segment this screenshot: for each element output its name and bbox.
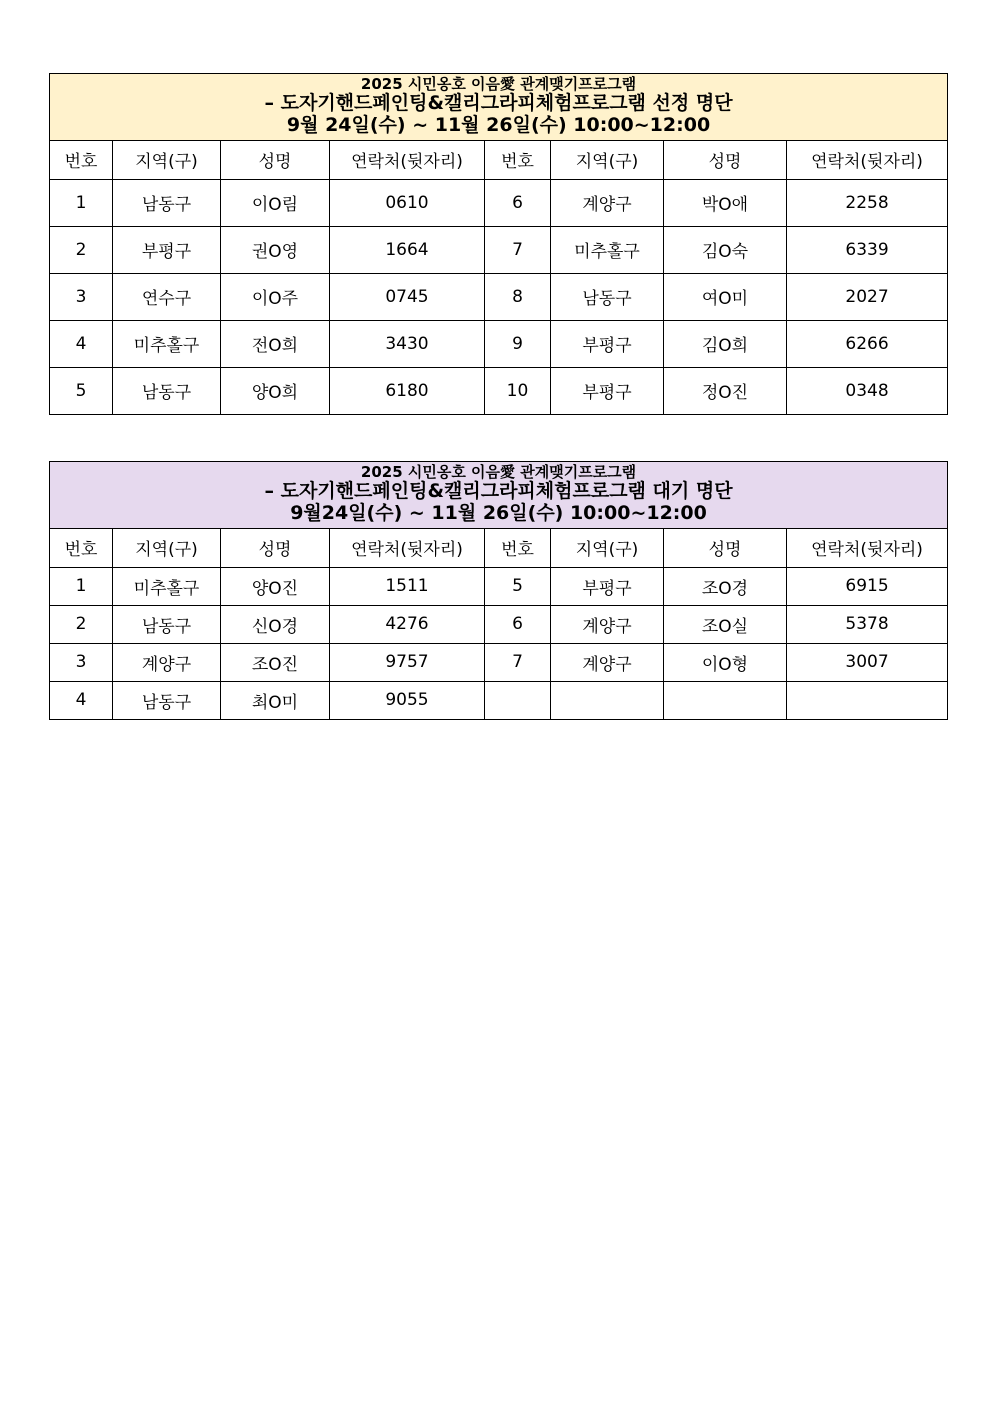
selected-title-program: 2025 시민옹호 이음愛 관계맺기프로그램 bbox=[360, 75, 637, 93]
col-header-district: 지역(구) bbox=[551, 140, 664, 179]
cell-name: 이O림 bbox=[221, 179, 330, 226]
col-header-name: 성명 bbox=[221, 140, 330, 179]
cell-district bbox=[551, 681, 664, 719]
cell-number: 9 bbox=[485, 320, 551, 367]
cell-district: 부평구 bbox=[551, 567, 664, 605]
waiting-roster-table bbox=[49, 461, 948, 720]
table-row bbox=[50, 643, 948, 681]
cell-district: 부평구 bbox=[113, 226, 221, 273]
cell-contact: 6180 bbox=[330, 367, 485, 414]
cell-district: 미추홀구 bbox=[113, 320, 221, 367]
column-header-row bbox=[50, 528, 948, 567]
table-row bbox=[50, 567, 948, 605]
cell-number bbox=[485, 681, 551, 719]
table-row bbox=[50, 273, 948, 320]
column-header-row bbox=[50, 140, 948, 179]
cell-number: 7 bbox=[485, 226, 551, 273]
cell-number: 7 bbox=[485, 643, 551, 681]
col-header-contact: 연락처(뒷자리) bbox=[787, 528, 948, 567]
cell-district: 부평구 bbox=[551, 320, 664, 367]
col-header-name: 성명 bbox=[664, 528, 787, 567]
cell-district: 부평구 bbox=[551, 367, 664, 414]
cell-district: 남동구 bbox=[113, 681, 221, 719]
cell-name: 전O희 bbox=[221, 320, 330, 367]
cell-district: 남동구 bbox=[551, 273, 664, 320]
cell-contact: 9055 bbox=[330, 681, 485, 719]
cell-name: 조O진 bbox=[221, 643, 330, 681]
waiting-title-program: 2025 시민옹호 이음愛 관계맺기프로그램 bbox=[360, 463, 637, 481]
cell-district: 미추홀구 bbox=[551, 226, 664, 273]
cell-name: 박O애 bbox=[664, 179, 787, 226]
title-row bbox=[50, 74, 948, 141]
col-header-district: 지역(구) bbox=[113, 140, 221, 179]
cell-contact: 1664 bbox=[330, 226, 485, 273]
cell-name: 권O영 bbox=[221, 226, 330, 273]
cell-district: 계양구 bbox=[551, 605, 664, 643]
cell-number: 5 bbox=[485, 567, 551, 605]
col-header-district: 지역(구) bbox=[551, 528, 664, 567]
cell-district: 연수구 bbox=[113, 273, 221, 320]
cell-number: 1 bbox=[50, 567, 113, 605]
cell-number: 4 bbox=[50, 320, 113, 367]
cell-number: 6 bbox=[485, 605, 551, 643]
cell-contact: 6266 bbox=[787, 320, 948, 367]
cell-district: 남동구 bbox=[113, 179, 221, 226]
cell-contact: 1511 bbox=[330, 567, 485, 605]
cell-contact bbox=[787, 681, 948, 719]
cell-contact: 4276 bbox=[330, 605, 485, 643]
cell-name: 이O형 bbox=[664, 643, 787, 681]
table-row bbox=[50, 179, 948, 226]
cell-number: 3 bbox=[50, 643, 113, 681]
waiting-title-heading: – 도자기핸드페인팅&캘리그라피체험프로그램 대기 명단 bbox=[264, 480, 733, 503]
col-header-name: 성명 bbox=[664, 140, 787, 179]
cell-name: 여O미 bbox=[664, 273, 787, 320]
cell-name: 양O희 bbox=[221, 367, 330, 414]
cell-district: 계양구 bbox=[551, 179, 664, 226]
col-header-district: 지역(구) bbox=[113, 528, 221, 567]
cell-name: 조O경 bbox=[664, 567, 787, 605]
cell-name: 김O숙 bbox=[664, 226, 787, 273]
selected-title-schedule: 9월 24일(수) ~ 11월 26일(수) 10:00~12:00 bbox=[286, 114, 711, 137]
cell-district: 미추홀구 bbox=[113, 567, 221, 605]
selected-title bbox=[50, 74, 948, 141]
cell-number: 5 bbox=[50, 367, 113, 414]
cell-district: 남동구 bbox=[113, 367, 221, 414]
cell-contact: 0348 bbox=[787, 367, 948, 414]
cell-number: 3 bbox=[50, 273, 113, 320]
waiting-title-schedule: 9월24일(수) ~ 11월 26일(수) 10:00~12:00 bbox=[290, 502, 707, 525]
cell-name: 신O경 bbox=[221, 605, 330, 643]
cell-contact: 3007 bbox=[787, 643, 948, 681]
cell-name: 양O진 bbox=[221, 567, 330, 605]
table-row bbox=[50, 605, 948, 643]
col-header-name: 성명 bbox=[221, 528, 330, 567]
cell-name: 조O실 bbox=[664, 605, 787, 643]
cell-number: 10 bbox=[485, 367, 551, 414]
cell-contact: 6339 bbox=[787, 226, 948, 273]
cell-district: 계양구 bbox=[113, 643, 221, 681]
cell-contact: 6915 bbox=[787, 567, 948, 605]
col-header-number: 번호 bbox=[485, 140, 551, 179]
table-row bbox=[50, 367, 948, 414]
cell-contact: 2027 bbox=[787, 273, 948, 320]
cell-contact: 3430 bbox=[330, 320, 485, 367]
cell-name: 정O진 bbox=[664, 367, 787, 414]
waiting-roster-body bbox=[50, 462, 948, 720]
cell-number: 8 bbox=[485, 273, 551, 320]
col-header-number: 번호 bbox=[485, 528, 551, 567]
cell-contact: 9757 bbox=[330, 643, 485, 681]
cell-name: 최O미 bbox=[221, 681, 330, 719]
waiting-title bbox=[50, 462, 948, 529]
col-header-number: 번호 bbox=[50, 528, 113, 567]
cell-name: 김O희 bbox=[664, 320, 787, 367]
cell-contact: 5378 bbox=[787, 605, 948, 643]
cell-contact: 0745 bbox=[330, 273, 485, 320]
table-row bbox=[50, 320, 948, 367]
table-row bbox=[50, 681, 948, 719]
cell-contact: 0610 bbox=[330, 179, 485, 226]
cell-contact: 2258 bbox=[787, 179, 948, 226]
cell-number: 4 bbox=[50, 681, 113, 719]
cell-number: 2 bbox=[50, 605, 113, 643]
cell-number: 1 bbox=[50, 179, 113, 226]
cell-district: 계양구 bbox=[551, 643, 664, 681]
title-row bbox=[50, 462, 948, 529]
col-header-number: 번호 bbox=[50, 140, 113, 179]
cell-number: 2 bbox=[50, 226, 113, 273]
cell-name bbox=[664, 681, 787, 719]
col-header-contact: 연락처(뒷자리) bbox=[330, 140, 485, 179]
table-row bbox=[50, 226, 948, 273]
selected-title-heading: – 도자기핸드페인팅&캘리그라피체험프로그램 선정 명단 bbox=[264, 92, 733, 115]
col-header-contact: 연락처(뒷자리) bbox=[330, 528, 485, 567]
selected-roster-table bbox=[49, 73, 948, 415]
col-header-contact: 연락처(뒷자리) bbox=[787, 140, 948, 179]
cell-number: 6 bbox=[485, 179, 551, 226]
selected-roster-body bbox=[50, 74, 948, 415]
cell-name: 이O주 bbox=[221, 273, 330, 320]
cell-district: 남동구 bbox=[113, 605, 221, 643]
